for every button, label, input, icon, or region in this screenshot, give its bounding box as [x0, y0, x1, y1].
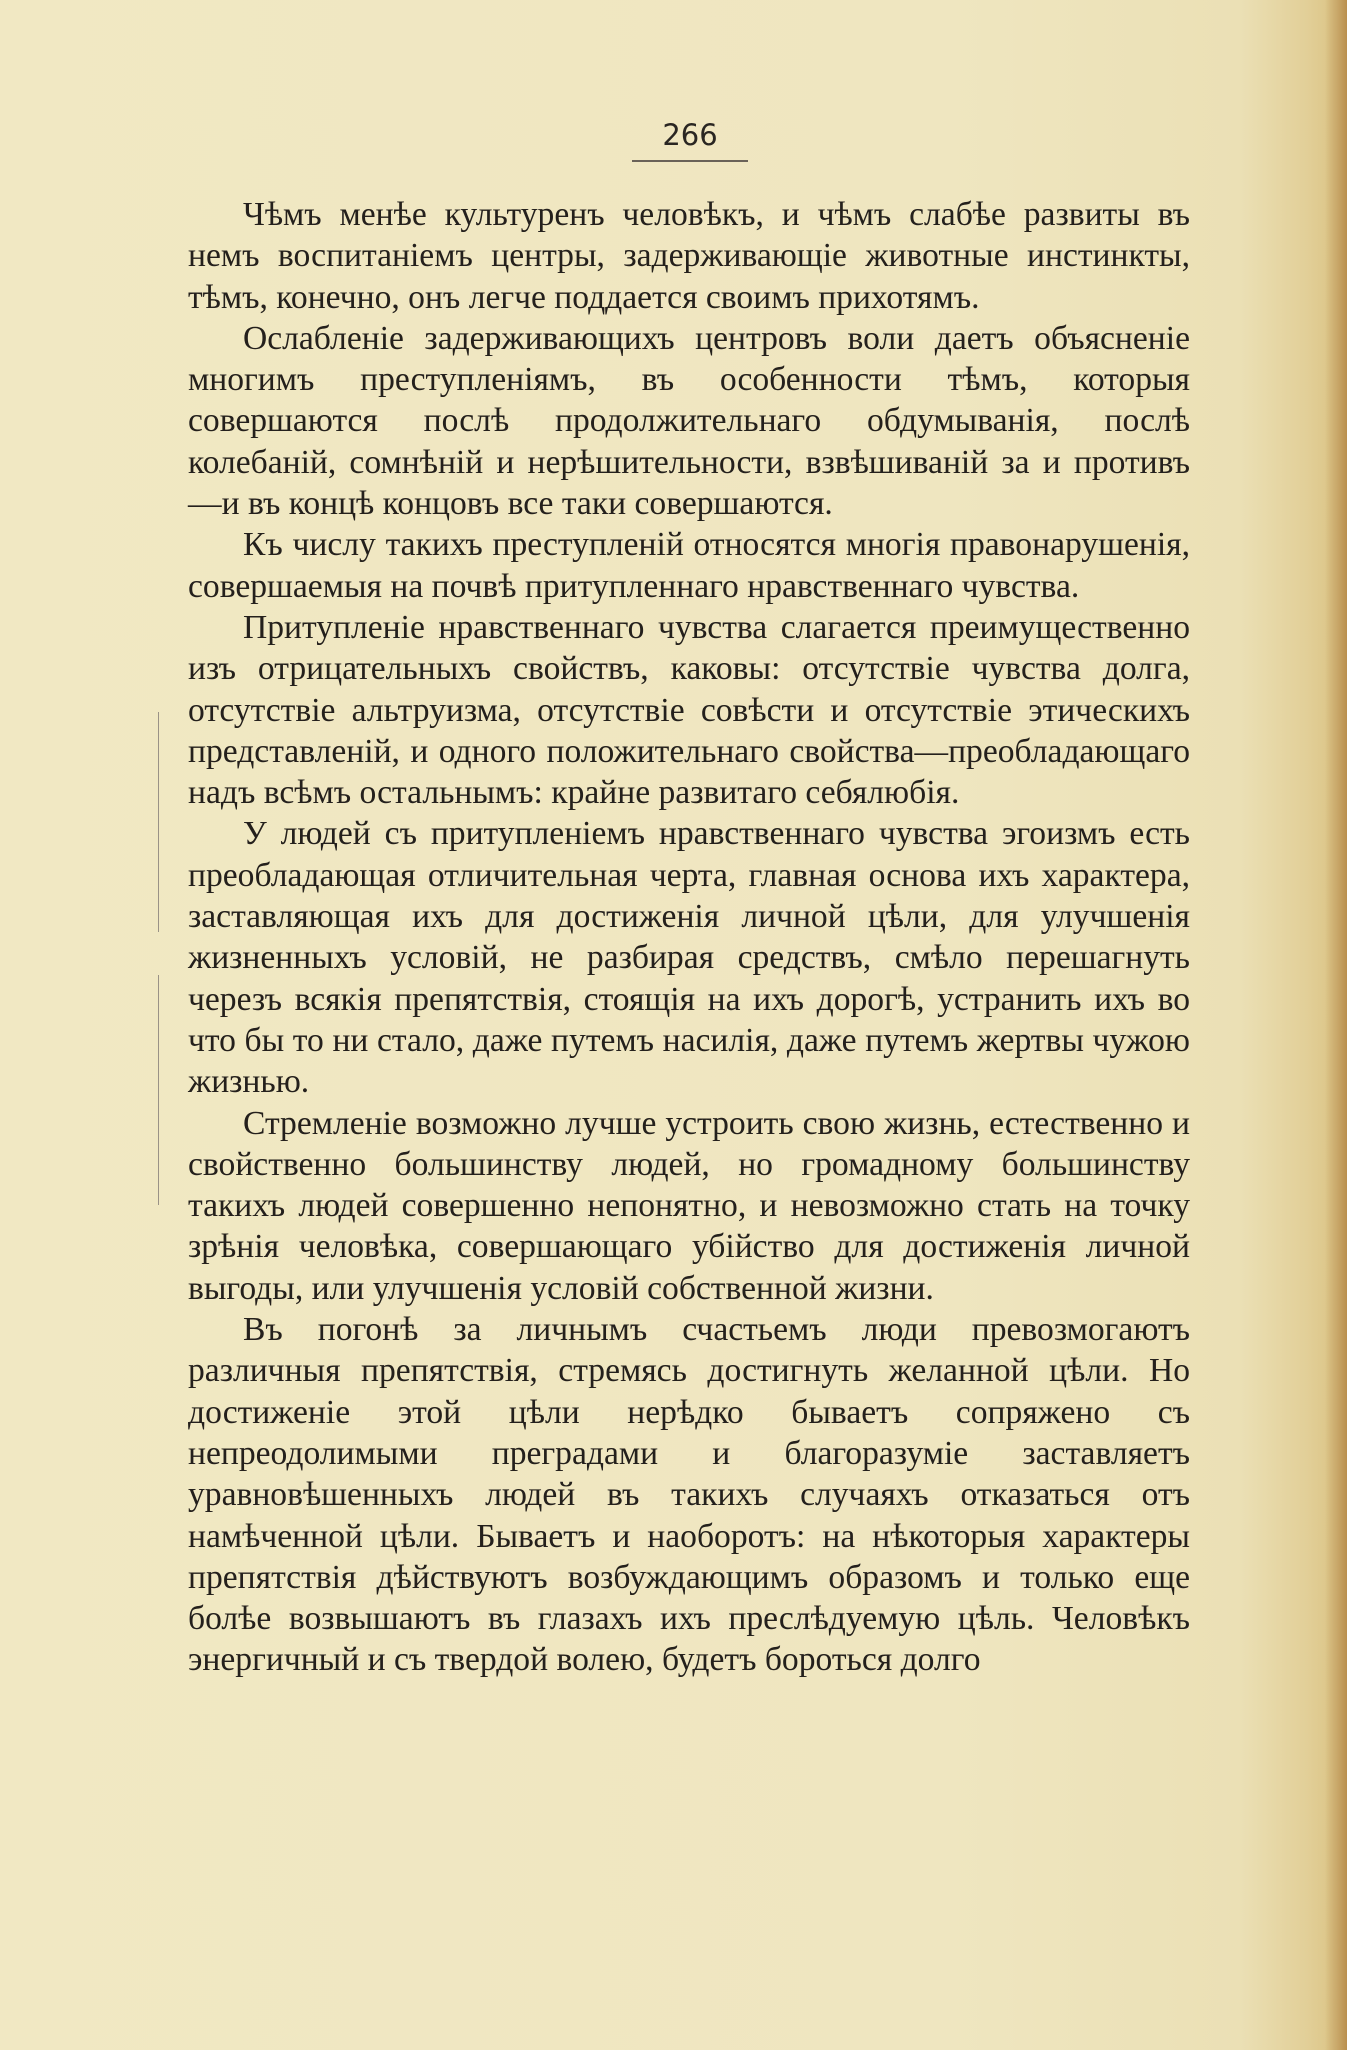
- paragraph: Въ погонѣ за личнымъ счастьемъ люди превозмогаютъ различныя препятствія, стремясь достигнуть желанной цѣли. Но достиженіе этой цѣли нерѣдко бываетъ сопряжено съ непреодолимыми преградами и благоразуміе заставляетъ уравновѣшенныхъ людей въ такихъ случаяхъ отказаться отъ намѣченной цѣли. Бываетъ и наоборотъ: на нѣкоторыя характеры препятствія дѣйствуютъ возбуждающимъ образомъ и только еще болѣе возвышаютъ въ глазахъ ихъ преслѣдуемую цѣль. Человѣкъ энергичный и съ твердой волею, будетъ бороться долго: [188, 1311, 1190, 1679]
- page-number-rule: [632, 160, 748, 162]
- margin-pencil-mark: [158, 975, 159, 1205]
- paragraph: Притупленіе нравственнаго чувства слагается преимущественно изъ отрицательныхъ свойствъ, каковы: отсутствіе чувства долга, отсутствіе альтруизма, отсутствіе совѣсти и отсутствіе этическихъ представленій, и одного положительнаго свойства—преобладающаго надъ всѣмъ остальнымъ: крайне развитаго себялюбія.: [188, 608, 1190, 812]
- paragraph: У людей съ притупленіемъ нравственнаго чувства эгоизмъ есть преобладающая отличительная черта, главная основа ихъ характера, заставляющая ихъ для достиженія личной цѣли, для улучшенія жизненныхъ условій, не разбирая средствъ, смѣло перешагнуть черезъ всякія препятствія, стоящія на ихъ дорогѣ, устранить ихъ во что бы то ни стало, даже путемъ насилія, даже путемъ жертвы чужою жизнью.: [188, 815, 1190, 1101]
- paragraph: Чѣмъ менѣе культуренъ человѣкъ, и чѣмъ слабѣе развиты въ немъ воспитаніемъ центры, задерживающіе животные инстинкты, тѣмъ, конечно, онъ легче поддается своимъ прихотямъ.: [188, 196, 1190, 316]
- paragraph: Къ числу такихъ преступленій относятся многія правонарушенія, совершаемыя на почвѣ притупленнаго нравственнаго чувства.: [188, 526, 1190, 605]
- page-number: 266: [662, 118, 718, 152]
- page-edge-shadow: [1325, 0, 1347, 2050]
- margin-pencil-mark: [158, 712, 159, 932]
- paragraph: Ослабленіе задерживающихъ центровъ воли даетъ объясненіе многимъ преступленіямъ, въ особенности тѣмъ, которыя совершаются послѣ продолжительнаго обдумыванія, послѣ колебаній, сомнѣній и нерѣшительности, взвѣшиваній за и противъ—и въ концѣ концовъ все таки совершаются.: [188, 319, 1190, 523]
- body-text: [188, 194, 1190, 1681]
- paragraph: Стремленіе возможно лучше устроить свою жизнь, естественно и свойственно большинству людей, но громадному большинству такихъ людей совершенно непонятно, и невозможно стать на точку зрѣнія человѣка, совершающаго убійство для достиженія личной выгоды, или улучшенія условій собственной жизни.: [188, 1104, 1190, 1307]
